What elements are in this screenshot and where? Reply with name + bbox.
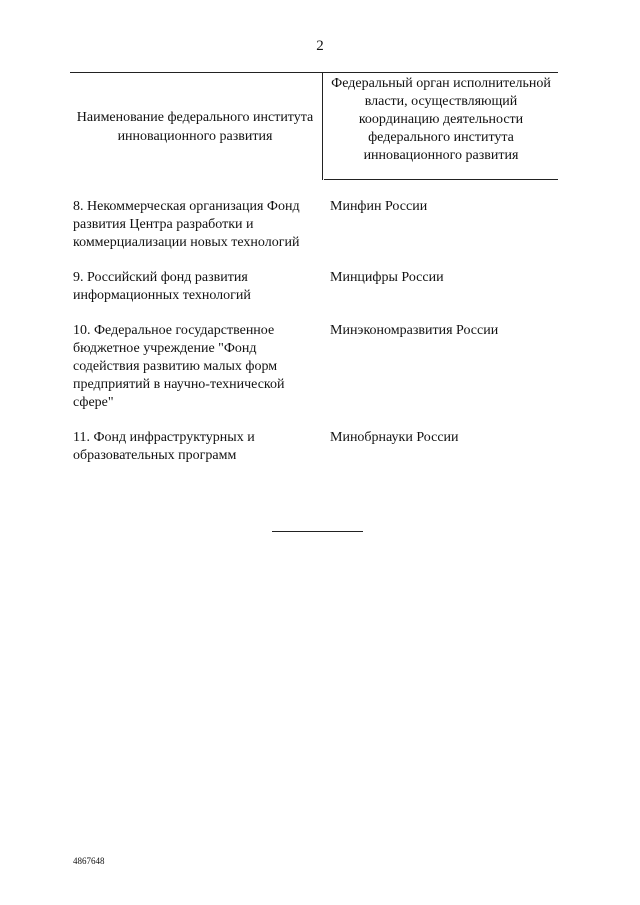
coordinating-authority: Минэкономразвития России xyxy=(330,323,499,338)
institute-name: 10. Федеральное государственное бюджетное учреждение "Фонд содействия развитию малых форм предприятий в научно-технической сфере" xyxy=(73,323,285,410)
closing-rule xyxy=(272,531,363,532)
coordinating-authority: Минфин России xyxy=(330,199,428,214)
header-column-divider xyxy=(322,72,323,180)
table-body xyxy=(73,198,558,465)
table-row xyxy=(73,429,558,465)
institute-name: 8. Некоммерческая организация Фонд развития Центра разработки и коммерциализации новых технологий xyxy=(73,199,300,250)
institute-name: 9. Российский фонд развития информационных технологий xyxy=(73,270,251,303)
coordinating-authority: Минцифры России xyxy=(330,270,444,285)
institute-name: 11. Фонд инфраструктурных и образовательных программ xyxy=(73,430,255,463)
table-top-rule xyxy=(70,72,558,73)
table-row xyxy=(73,322,558,412)
document-code: 4867648 xyxy=(73,856,105,866)
table-row xyxy=(73,198,558,252)
header-coordinating-authority: Федеральный орган исполнительной власти, осуществляющий координацию деятельности федерального института инновационного развития xyxy=(331,76,551,163)
coordinating-authority: Минобрнауки России xyxy=(330,430,459,445)
page-number: 2 xyxy=(316,38,324,54)
header-bottom-rule xyxy=(324,179,558,180)
header-institute-name: Наименование федерального института инновационного развития xyxy=(76,110,314,144)
table-row xyxy=(73,269,558,305)
